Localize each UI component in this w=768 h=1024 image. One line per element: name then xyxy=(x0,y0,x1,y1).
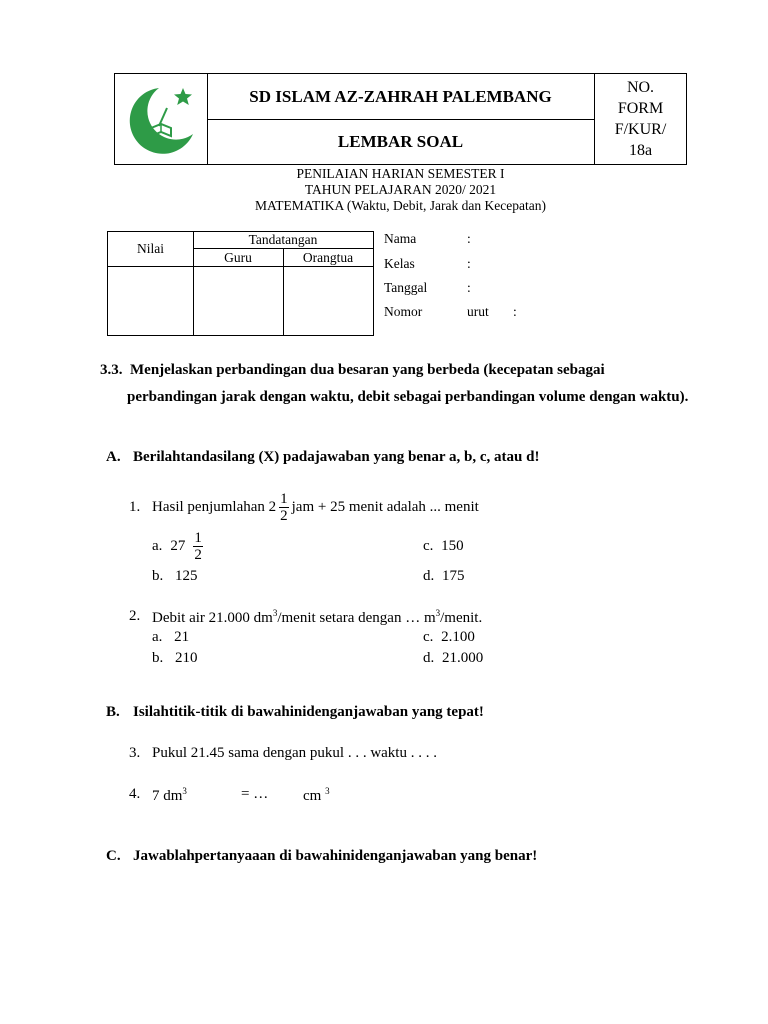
question-text: Debit air 21.000 dm xyxy=(152,610,273,626)
field-urut-label: urut xyxy=(467,304,489,319)
field-nama-label: Nama xyxy=(384,231,417,246)
form-line: NO. xyxy=(626,79,655,96)
section-c-letter: C. xyxy=(106,848,121,864)
option-value: 150 xyxy=(441,538,464,554)
section-b-letter: B. xyxy=(106,704,120,720)
option-value: 21.000 xyxy=(442,650,484,666)
field-nomor-label: Nomor xyxy=(384,304,423,319)
field-kelas-label: Kelas xyxy=(384,256,415,271)
option-b[interactable] xyxy=(152,650,198,667)
orangtua-header: Orangtua xyxy=(283,249,373,267)
question-text: /menit setara dengan … m xyxy=(277,610,436,626)
logo-cell xyxy=(115,74,208,164)
question-text: cm xyxy=(303,788,326,804)
fraction-numerator: 1 xyxy=(194,529,202,546)
option-a[interactable] xyxy=(152,529,206,563)
question-number: 1. xyxy=(129,499,141,515)
option-label: d. xyxy=(423,650,435,666)
fraction xyxy=(193,530,203,563)
fraction-denominator: 2 xyxy=(194,546,202,563)
option-c[interactable] xyxy=(423,538,464,555)
tandatangan-header: Tandatangan xyxy=(193,232,373,249)
option-value: 21 xyxy=(174,629,190,645)
section-b-title: Isilahtitik-titik di bawahinidenganjawaban yang tepat! xyxy=(133,704,484,720)
option-a[interactable] xyxy=(152,629,189,646)
option-label: a. xyxy=(152,537,163,554)
option-label: b. xyxy=(152,650,164,666)
guru-signature-cell[interactable] xyxy=(193,267,284,335)
superscript: 3 xyxy=(325,786,330,796)
school-logo-icon xyxy=(115,74,207,164)
assessment-title: PENILAIAN HARIAN SEMESTER I xyxy=(296,166,505,181)
section-a-letter: A. xyxy=(106,449,121,465)
fraction-numerator: 1 xyxy=(280,490,288,507)
form-line: F/KUR/ xyxy=(614,121,667,138)
field-tanggal-colon: : xyxy=(467,280,471,295)
section-a-title: Berilahtandasilang (X) padajawaban yang benar a, b, c, atau d! xyxy=(133,449,540,465)
fraction xyxy=(279,491,289,524)
option-label: c. xyxy=(423,538,434,554)
field-tanggal-label: Tanggal xyxy=(384,280,428,295)
field-kelas-colon: : xyxy=(467,256,471,271)
nilai-header: Nilai xyxy=(108,232,194,267)
competency-line-2: perbandingan jarak dengan waktu, debit sebagai perbandingan volume dengan waktu). xyxy=(127,389,689,405)
field-nomor-colon: : xyxy=(513,304,517,319)
competency-line-1: Menjelaskan perbandingan dua besaran yang berbeda (kecepatan sebagai xyxy=(130,362,605,378)
nilai-cell[interactable] xyxy=(108,267,194,335)
option-value: 210 xyxy=(175,650,198,666)
option-d[interactable] xyxy=(423,650,483,667)
option-label: c. xyxy=(423,629,434,645)
question-4-left xyxy=(152,786,187,805)
score-table xyxy=(107,231,374,336)
question-text: 7 dm xyxy=(152,788,183,804)
form-number xyxy=(595,74,686,164)
option-value: 27 xyxy=(170,537,186,554)
question-number: 4. xyxy=(129,786,141,802)
superscript: 3 xyxy=(182,786,187,796)
question-4-unit xyxy=(303,786,330,805)
fraction-denominator: 2 xyxy=(280,507,288,524)
option-value: 125 xyxy=(175,568,198,584)
field-nama-colon: : xyxy=(467,231,471,246)
question-number: 2. xyxy=(129,608,141,624)
option-value: 175 xyxy=(442,568,465,584)
superscript: 3 xyxy=(272,608,278,618)
option-label: b. xyxy=(152,568,164,584)
form-line: 18a xyxy=(628,142,653,159)
option-value: 2.100 xyxy=(441,629,475,645)
option-label: a. xyxy=(152,629,163,645)
question-text: /menit. xyxy=(440,610,483,626)
school-name: SD ISLAM AZ-ZAHRAH PALEMBANG xyxy=(207,74,595,120)
competency-number: 3.3. xyxy=(100,362,123,378)
academic-year: TAHUN PELAJARAN 2020/ 2021 xyxy=(304,182,497,197)
document-type: LEMBAR SOAL xyxy=(207,120,595,164)
question-4-equals: = … xyxy=(241,786,269,802)
question-text: jam + 25 menit adalah ... menit xyxy=(291,498,479,515)
question-number: 3. xyxy=(129,745,141,761)
form-line: FORM xyxy=(617,100,664,117)
option-d[interactable] xyxy=(423,568,465,585)
option-b[interactable] xyxy=(152,568,198,585)
guru-header: Guru xyxy=(193,249,284,267)
subject-line: MATEMATIKA (Waktu, Debit, Jarak dan Kecepatan) xyxy=(255,198,546,213)
superscript: 3 xyxy=(435,608,441,618)
section-c-title: Jawablahpertanyaaan di bawahinidenganjawaban yang benar! xyxy=(133,848,538,864)
option-label: d. xyxy=(423,568,435,584)
question-1 xyxy=(152,490,479,524)
header-table xyxy=(114,73,687,165)
question-3: Pukul 21.45 sama dengan pukul . . . waktu . . . . xyxy=(152,745,437,761)
question-text: Hasil penjumlahan 2 xyxy=(152,498,277,515)
question-2 xyxy=(152,608,482,627)
option-c[interactable] xyxy=(423,629,475,646)
